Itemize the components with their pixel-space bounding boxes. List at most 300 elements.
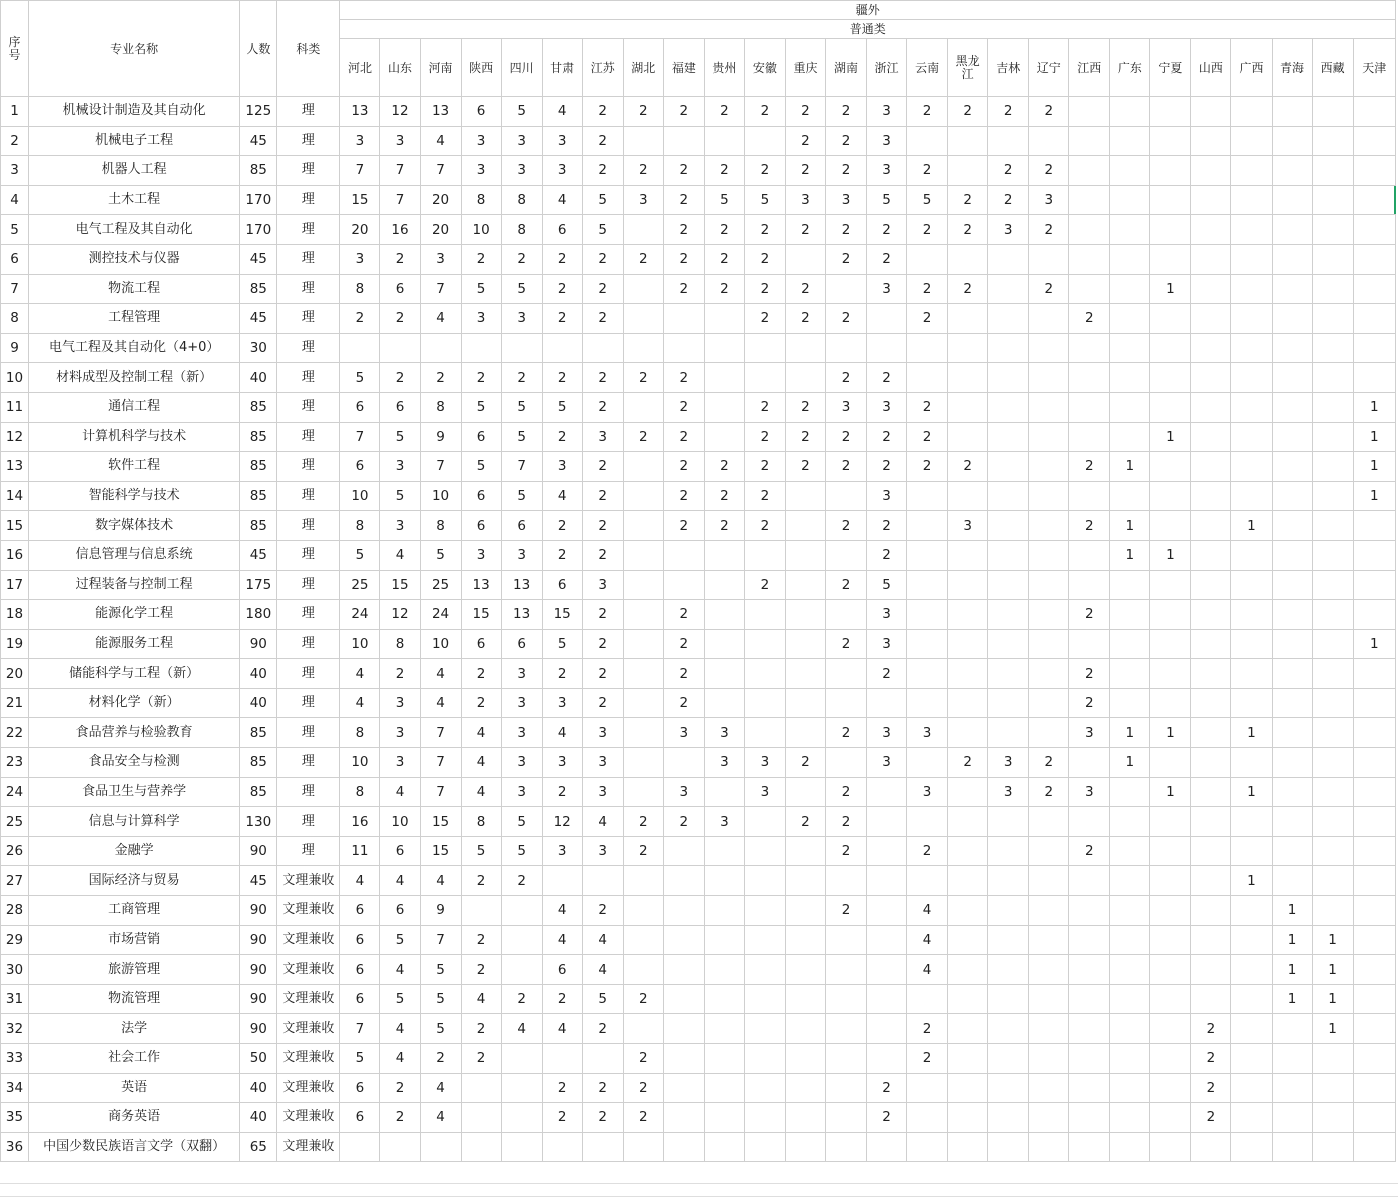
- cell-quota[interactable]: 1: [1353, 392, 1395, 422]
- cell-quota[interactable]: 2: [785, 126, 825, 156]
- cell-quota[interactable]: 2: [867, 1073, 907, 1103]
- cell-quota[interactable]: [1110, 422, 1150, 452]
- cell-quota[interactable]: 2: [948, 274, 988, 304]
- cell-quota[interactable]: [1110, 688, 1150, 718]
- cell-quota[interactable]: [623, 511, 663, 541]
- cell-quota[interactable]: [907, 570, 948, 600]
- cell-quota[interactable]: 2: [744, 511, 785, 541]
- cell-quota[interactable]: 1: [1231, 718, 1272, 748]
- cell-quota[interactable]: [825, 481, 866, 511]
- cell-quota[interactable]: 2: [623, 1103, 663, 1133]
- cell-quota[interactable]: [1312, 866, 1353, 896]
- cell-quota[interactable]: [744, 629, 785, 659]
- cell-quota[interactable]: [1312, 1073, 1353, 1103]
- cell-quota[interactable]: 2: [867, 1103, 907, 1133]
- cell-quota[interactable]: [1353, 659, 1395, 689]
- cell-quota[interactable]: 3: [461, 304, 501, 334]
- cell-quota[interactable]: [501, 896, 542, 926]
- cell-quota[interactable]: 5: [867, 570, 907, 600]
- cell-quota[interactable]: 2: [663, 422, 704, 452]
- cell-category[interactable]: 理: [277, 748, 340, 778]
- cell-quota[interactable]: [1191, 688, 1231, 718]
- cell-quota[interactable]: [1312, 570, 1353, 600]
- cell-quota[interactable]: [948, 777, 988, 807]
- cell-quota[interactable]: 2: [948, 185, 988, 215]
- cell-quota[interactable]: 5: [461, 274, 501, 304]
- cell-quota[interactable]: [988, 274, 1029, 304]
- cell-quota[interactable]: 2: [663, 97, 704, 127]
- cell-quota[interactable]: [1231, 274, 1272, 304]
- cell-quota[interactable]: 2: [744, 97, 785, 127]
- cell-count[interactable]: 85: [240, 718, 277, 748]
- cell-major-name[interactable]: 食品卫生与营养学: [29, 777, 240, 807]
- cell-quota[interactable]: 2: [785, 304, 825, 334]
- cell-quota[interactable]: 3: [461, 540, 501, 570]
- cell-quota[interactable]: 5: [582, 984, 623, 1014]
- cell-quota[interactable]: [1191, 333, 1231, 363]
- cell-quota[interactable]: 6: [542, 570, 582, 600]
- cell-quota[interactable]: [948, 1132, 988, 1162]
- cell-quota[interactable]: [501, 955, 542, 985]
- cell-quota[interactable]: 2: [542, 1073, 582, 1103]
- cell-seq[interactable]: 7: [1, 274, 29, 304]
- cell-quota[interactable]: 4: [542, 925, 582, 955]
- cell-quota[interactable]: 2: [542, 422, 582, 452]
- cell-quota[interactable]: 3: [867, 629, 907, 659]
- cell-quota[interactable]: [1312, 392, 1353, 422]
- cell-quota[interactable]: 6: [542, 955, 582, 985]
- cell-quota[interactable]: 4: [380, 866, 420, 896]
- cell-category[interactable]: 理: [277, 244, 340, 274]
- cell-quota[interactable]: 2: [623, 836, 663, 866]
- cell-quota[interactable]: 2: [825, 629, 866, 659]
- cell-quota[interactable]: 2: [461, 1044, 501, 1074]
- cell-quota[interactable]: [1150, 896, 1191, 926]
- cell-quota[interactable]: 2: [1029, 156, 1069, 186]
- cell-quota[interactable]: [744, 540, 785, 570]
- cell-quota[interactable]: 5: [582, 215, 623, 245]
- cell-quota[interactable]: [704, 1073, 744, 1103]
- cell-quota[interactable]: [1150, 452, 1191, 482]
- cell-quota[interactable]: 2: [582, 659, 623, 689]
- cell-quota[interactable]: 2: [907, 422, 948, 452]
- cell-quota[interactable]: [1272, 452, 1312, 482]
- cell-quota[interactable]: [1231, 244, 1272, 274]
- cell-quota[interactable]: [1110, 1014, 1150, 1044]
- cell-quota[interactable]: 2: [785, 452, 825, 482]
- cell-quota[interactable]: [623, 570, 663, 600]
- cell-quota[interactable]: [663, 896, 704, 926]
- cell-major-name[interactable]: 旅游管理: [29, 955, 240, 985]
- cell-quota[interactable]: [1353, 570, 1395, 600]
- cell-quota[interactable]: [1191, 748, 1231, 778]
- cell-quota[interactable]: [988, 836, 1029, 866]
- cell-quota[interactable]: 7: [420, 718, 461, 748]
- cell-quota[interactable]: [948, 600, 988, 630]
- cell-quota[interactable]: 1: [1272, 984, 1312, 1014]
- cell-seq[interactable]: 33: [1, 1044, 29, 1074]
- cell-quota[interactable]: [1231, 1103, 1272, 1133]
- cell-category[interactable]: 理: [277, 422, 340, 452]
- cell-quota[interactable]: [948, 955, 988, 985]
- cell-quota[interactable]: [1150, 363, 1191, 393]
- cell-quota[interactable]: [1110, 126, 1150, 156]
- cell-quota[interactable]: [1272, 392, 1312, 422]
- cell-quota[interactable]: [744, 1132, 785, 1162]
- cell-quota[interactable]: [663, 1132, 704, 1162]
- cell-quota[interactable]: [867, 955, 907, 985]
- cell-quota[interactable]: 3: [988, 215, 1029, 245]
- cell-quota[interactable]: [663, 748, 704, 778]
- cell-quota[interactable]: [1150, 629, 1191, 659]
- cell-quota[interactable]: 3: [623, 185, 663, 215]
- cell-quota[interactable]: 2: [582, 540, 623, 570]
- cell-count[interactable]: 125: [240, 97, 277, 127]
- cell-quota[interactable]: [1069, 244, 1110, 274]
- cell-quota[interactable]: [744, 600, 785, 630]
- cell-category[interactable]: 理: [277, 600, 340, 630]
- cell-quota[interactable]: 2: [663, 185, 704, 215]
- cell-category[interactable]: 理: [277, 363, 340, 393]
- cell-quota[interactable]: [744, 1044, 785, 1074]
- cell-quota[interactable]: [1069, 896, 1110, 926]
- cell-quota[interactable]: 3: [461, 126, 501, 156]
- cell-quota[interactable]: [948, 1014, 988, 1044]
- cell-major-name[interactable]: 机器人工程: [29, 156, 240, 186]
- cell-quota[interactable]: [1110, 866, 1150, 896]
- cell-quota[interactable]: [744, 126, 785, 156]
- cell-quota[interactable]: [988, 718, 1029, 748]
- cell-quota[interactable]: [1312, 481, 1353, 511]
- cell-quota[interactable]: [1150, 600, 1191, 630]
- cell-quota[interactable]: 24: [340, 600, 380, 630]
- cell-quota[interactable]: 1: [1353, 452, 1395, 482]
- cell-quota[interactable]: [1353, 600, 1395, 630]
- cell-quota[interactable]: [501, 1103, 542, 1133]
- cell-quota[interactable]: [1312, 718, 1353, 748]
- cell-major-name[interactable]: 测控技术与仪器: [29, 244, 240, 274]
- cell-quota[interactable]: [948, 392, 988, 422]
- cell-quota[interactable]: 2: [461, 688, 501, 718]
- cell-quota[interactable]: 2: [663, 807, 704, 837]
- cell-quota[interactable]: 2: [501, 363, 542, 393]
- cell-quota[interactable]: 2: [1069, 688, 1110, 718]
- cell-count[interactable]: 85: [240, 392, 277, 422]
- cell-count[interactable]: 90: [240, 984, 277, 1014]
- cell-quota[interactable]: 3: [907, 777, 948, 807]
- cell-quota[interactable]: 2: [420, 1044, 461, 1074]
- cell-count[interactable]: 45: [240, 540, 277, 570]
- cell-quota[interactable]: [907, 1103, 948, 1133]
- cell-major-name[interactable]: 商务英语: [29, 1103, 240, 1133]
- cell-quota[interactable]: [1312, 600, 1353, 630]
- cell-quota[interactable]: 7: [420, 777, 461, 807]
- cell-quota[interactable]: [1272, 540, 1312, 570]
- cell-quota[interactable]: 6: [340, 925, 380, 955]
- cell-quota[interactable]: [1069, 807, 1110, 837]
- cell-quota[interactable]: [1272, 244, 1312, 274]
- cell-quota[interactable]: [867, 836, 907, 866]
- cell-quota[interactable]: [825, 540, 866, 570]
- cell-quota[interactable]: [623, 629, 663, 659]
- cell-quota[interactable]: [1150, 1073, 1191, 1103]
- cell-quota[interactable]: [1353, 363, 1395, 393]
- cell-quota[interactable]: 3: [542, 688, 582, 718]
- cell-quota[interactable]: [704, 304, 744, 334]
- cell-quota[interactable]: 2: [663, 274, 704, 304]
- cell-quota[interactable]: [340, 333, 380, 363]
- cell-major-name[interactable]: 物流工程: [29, 274, 240, 304]
- cell-quota[interactable]: [988, 126, 1029, 156]
- cell-quota[interactable]: 6: [461, 97, 501, 127]
- cell-quota[interactable]: [1312, 185, 1353, 215]
- cell-quota[interactable]: 4: [420, 1073, 461, 1103]
- cell-quota[interactable]: 2: [582, 511, 623, 541]
- cell-quota[interactable]: 3: [867, 718, 907, 748]
- cell-quota[interactable]: [1272, 156, 1312, 186]
- cell-count[interactable]: 65: [240, 1132, 277, 1162]
- cell-quota[interactable]: [663, 955, 704, 985]
- cell-quota[interactable]: 3: [420, 244, 461, 274]
- cell-quota[interactable]: [1191, 896, 1231, 926]
- cell-quota[interactable]: 2: [663, 600, 704, 630]
- cell-quota[interactable]: [1272, 777, 1312, 807]
- cell-quota[interactable]: 5: [340, 540, 380, 570]
- cell-quota[interactable]: 3: [1069, 777, 1110, 807]
- cell-quota[interactable]: [907, 333, 948, 363]
- cell-quota[interactable]: 2: [1069, 600, 1110, 630]
- cell-quota[interactable]: [867, 688, 907, 718]
- cell-quota[interactable]: [340, 1132, 380, 1162]
- cell-quota[interactable]: 1: [1150, 777, 1191, 807]
- cell-quota[interactable]: 2: [704, 244, 744, 274]
- cell-quota[interactable]: [867, 925, 907, 955]
- cell-quota[interactable]: 5: [501, 836, 542, 866]
- cell-quota[interactable]: [1272, 1073, 1312, 1103]
- cell-quota[interactable]: 2: [907, 452, 948, 482]
- cell-quota[interactable]: 2: [582, 629, 623, 659]
- cell-major-name[interactable]: 食品安全与检测: [29, 748, 240, 778]
- cell-quota[interactable]: [1191, 422, 1231, 452]
- cell-quota[interactable]: [1150, 570, 1191, 600]
- cell-quota[interactable]: [1191, 807, 1231, 837]
- cell-quota[interactable]: [907, 984, 948, 1014]
- cell-quota[interactable]: [1110, 215, 1150, 245]
- cell-quota[interactable]: [785, 866, 825, 896]
- cell-quota[interactable]: [1353, 718, 1395, 748]
- cell-quota[interactable]: [1272, 1103, 1312, 1133]
- cell-quota[interactable]: 2: [867, 511, 907, 541]
- cell-quota[interactable]: 8: [461, 807, 501, 837]
- cell-quota[interactable]: 3: [380, 718, 420, 748]
- cell-quota[interactable]: [1231, 1044, 1272, 1074]
- cell-quota[interactable]: 2: [663, 481, 704, 511]
- cell-quota[interactable]: 3: [744, 777, 785, 807]
- cell-quota[interactable]: [1191, 511, 1231, 541]
- cell-major-name[interactable]: 计算机科学与技术: [29, 422, 240, 452]
- cell-quota[interactable]: [1150, 984, 1191, 1014]
- cell-quota[interactable]: [1272, 363, 1312, 393]
- cell-quota[interactable]: 10: [340, 748, 380, 778]
- cell-quota[interactable]: 3: [704, 718, 744, 748]
- cell-quota[interactable]: [1110, 896, 1150, 926]
- cell-quota[interactable]: [1150, 807, 1191, 837]
- cell-quota[interactable]: 13: [461, 570, 501, 600]
- cell-quota[interactable]: [542, 333, 582, 363]
- cell-quota[interactable]: [1150, 215, 1191, 245]
- cell-quota[interactable]: 5: [867, 185, 907, 215]
- cell-quota[interactable]: [785, 1044, 825, 1074]
- cell-seq[interactable]: 22: [1, 718, 29, 748]
- cell-quota[interactable]: [907, 1132, 948, 1162]
- cell-quota[interactable]: [1231, 304, 1272, 334]
- cell-quota[interactable]: [744, 659, 785, 689]
- cell-quota[interactable]: [1231, 836, 1272, 866]
- cell-quota[interactable]: [501, 1044, 542, 1074]
- cell-quota[interactable]: [1191, 570, 1231, 600]
- cell-seq[interactable]: 21: [1, 688, 29, 718]
- cell-quota[interactable]: 15: [420, 807, 461, 837]
- cell-quota[interactable]: [1029, 126, 1069, 156]
- cell-quota[interactable]: 2: [1069, 836, 1110, 866]
- cell-category[interactable]: 文理兼收: [277, 1044, 340, 1074]
- cell-quota[interactable]: [1312, 688, 1353, 718]
- cell-quota[interactable]: [1069, 984, 1110, 1014]
- cell-quota[interactable]: [582, 1044, 623, 1074]
- cell-quota[interactable]: [704, 1014, 744, 1044]
- cell-quota[interactable]: [744, 1073, 785, 1103]
- cell-quota[interactable]: 3: [704, 748, 744, 778]
- cell-quota[interactable]: [785, 1132, 825, 1162]
- cell-category[interactable]: 理: [277, 452, 340, 482]
- cell-quota[interactable]: 2: [582, 363, 623, 393]
- cell-quota[interactable]: [1150, 333, 1191, 363]
- cell-quota[interactable]: [1029, 896, 1069, 926]
- cell-quota[interactable]: [1029, 333, 1069, 363]
- cell-major-name[interactable]: 英语: [29, 1073, 240, 1103]
- cell-quota[interactable]: 3: [988, 748, 1029, 778]
- cell-count[interactable]: 85: [240, 274, 277, 304]
- cell-quota[interactable]: 4: [380, 1014, 420, 1044]
- cell-quota[interactable]: 1: [1312, 984, 1353, 1014]
- cell-quota[interactable]: 4: [582, 955, 623, 985]
- cell-quota[interactable]: [704, 126, 744, 156]
- cell-quota[interactable]: 2: [663, 511, 704, 541]
- cell-quota[interactable]: [1231, 97, 1272, 127]
- cell-quota[interactable]: [1191, 244, 1231, 274]
- cell-seq[interactable]: 27: [1, 866, 29, 896]
- cell-quota[interactable]: 3: [582, 718, 623, 748]
- cell-quota[interactable]: [867, 807, 907, 837]
- cell-quota[interactable]: 2: [582, 688, 623, 718]
- cell-quota[interactable]: [663, 1044, 704, 1074]
- cell-category[interactable]: 文理兼收: [277, 955, 340, 985]
- cell-quota[interactable]: 6: [380, 392, 420, 422]
- cell-quota[interactable]: [785, 777, 825, 807]
- cell-quota[interactable]: [1312, 659, 1353, 689]
- cell-seq[interactable]: 3: [1, 156, 29, 186]
- cell-quota[interactable]: 2: [582, 481, 623, 511]
- cell-quota[interactable]: [1231, 688, 1272, 718]
- cell-quota[interactable]: 3: [867, 748, 907, 778]
- cell-count[interactable]: 30: [240, 333, 277, 363]
- cell-quota[interactable]: 2: [663, 688, 704, 718]
- cell-quota[interactable]: [1312, 126, 1353, 156]
- cell-major-name[interactable]: 过程装备与控制工程: [29, 570, 240, 600]
- cell-quota[interactable]: [1110, 304, 1150, 334]
- cell-quota[interactable]: [1029, 540, 1069, 570]
- cell-quota[interactable]: 4: [542, 97, 582, 127]
- cell-quota[interactable]: [1150, 688, 1191, 718]
- cell-quota[interactable]: [1231, 452, 1272, 482]
- cell-quota[interactable]: [1312, 156, 1353, 186]
- cell-quota[interactable]: [1069, 185, 1110, 215]
- cell-quota[interactable]: 4: [461, 718, 501, 748]
- cell-quota[interactable]: [988, 511, 1029, 541]
- cell-quota[interactable]: [825, 866, 866, 896]
- cell-quota[interactable]: 2: [744, 156, 785, 186]
- cell-quota[interactable]: [542, 1044, 582, 1074]
- cell-quota[interactable]: [1231, 333, 1272, 363]
- cell-quota[interactable]: [1110, 600, 1150, 630]
- cell-quota[interactable]: [988, 984, 1029, 1014]
- cell-quota[interactable]: [704, 896, 744, 926]
- cell-quota[interactable]: 2: [461, 955, 501, 985]
- cell-major-name[interactable]: 材料化学（新）: [29, 688, 240, 718]
- cell-seq[interactable]: 8: [1, 304, 29, 334]
- cell-quota[interactable]: [867, 896, 907, 926]
- cell-quota[interactable]: [1150, 836, 1191, 866]
- cell-quota[interactable]: 1: [1110, 748, 1150, 778]
- cell-quota[interactable]: [1191, 215, 1231, 245]
- cell-quota[interactable]: 3: [663, 777, 704, 807]
- cell-quota[interactable]: 2: [825, 244, 866, 274]
- cell-quota[interactable]: 3: [542, 748, 582, 778]
- cell-quota[interactable]: [1191, 304, 1231, 334]
- cell-quota[interactable]: 1: [1150, 718, 1191, 748]
- cell-quota[interactable]: [1272, 688, 1312, 718]
- cell-category[interactable]: 理: [277, 659, 340, 689]
- cell-quota[interactable]: [1110, 392, 1150, 422]
- cell-quota[interactable]: [907, 363, 948, 393]
- cell-quota[interactable]: 3: [501, 748, 542, 778]
- cell-quota[interactable]: 5: [501, 97, 542, 127]
- cell-quota[interactable]: 4: [420, 688, 461, 718]
- cell-quota[interactable]: 7: [340, 1014, 380, 1044]
- cell-quota[interactable]: 13: [340, 97, 380, 127]
- cell-quota[interactable]: [1272, 836, 1312, 866]
- cell-quota[interactable]: [948, 807, 988, 837]
- cell-quota[interactable]: 3: [867, 97, 907, 127]
- cell-seq[interactable]: 19: [1, 629, 29, 659]
- cell-quota[interactable]: 2: [663, 244, 704, 274]
- cell-quota[interactable]: [744, 836, 785, 866]
- cell-seq[interactable]: 6: [1, 244, 29, 274]
- cell-quota[interactable]: [867, 866, 907, 896]
- cell-quota[interactable]: 3: [501, 659, 542, 689]
- cell-quota[interactable]: [623, 955, 663, 985]
- cell-quota[interactable]: [1069, 748, 1110, 778]
- cell-quota[interactable]: [907, 126, 948, 156]
- cell-quota[interactable]: 4: [461, 984, 501, 1014]
- cell-quota[interactable]: [1272, 1132, 1312, 1162]
- cell-quota[interactable]: [1191, 156, 1231, 186]
- cell-quota[interactable]: 2: [542, 274, 582, 304]
- cell-quota[interactable]: [420, 333, 461, 363]
- cell-quota[interactable]: 2: [948, 215, 988, 245]
- cell-quota[interactable]: 2: [1069, 452, 1110, 482]
- cell-quota[interactable]: 4: [380, 777, 420, 807]
